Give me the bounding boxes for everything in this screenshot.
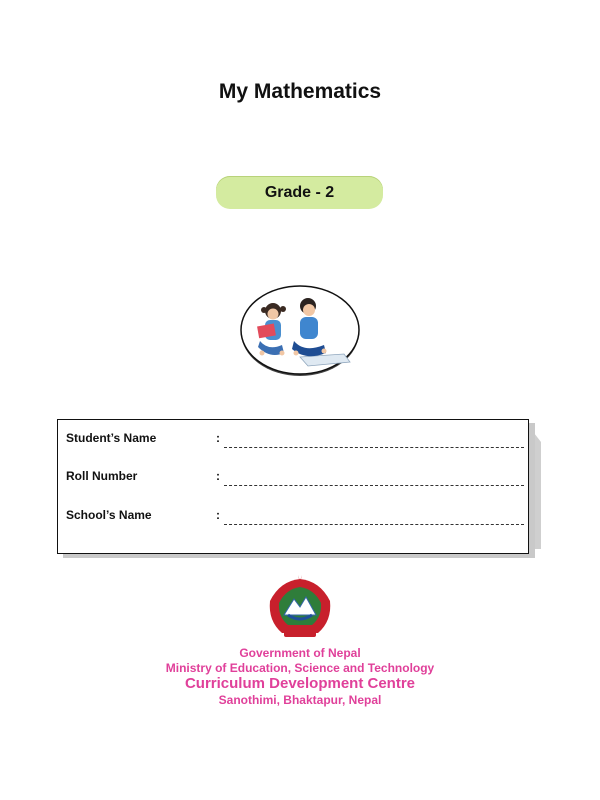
grade-label: Grade - 2 xyxy=(264,183,335,201)
school-name-label: School’s Name xyxy=(66,508,152,522)
roll-number-label: Roll Number xyxy=(66,469,138,483)
student-name-label: Student’s Name xyxy=(66,431,157,445)
school-name-colon: : xyxy=(216,508,220,522)
student-name-colon: : xyxy=(216,431,220,445)
children-reading-icon xyxy=(238,283,362,378)
form-row-roll-number xyxy=(66,469,524,491)
form-fold-decoration xyxy=(527,424,541,549)
publisher-address: Sanothimi, Bhaktapur, Nepal xyxy=(218,693,382,707)
student-name-field[interactable] xyxy=(224,447,524,448)
nepal-emblem-icon xyxy=(260,575,340,641)
publisher-government: Government of Nepal xyxy=(239,646,361,660)
form-row-school-name xyxy=(66,508,524,530)
publisher-cdc: Curriculum Development Centre xyxy=(184,675,416,692)
grade-badge xyxy=(216,176,383,209)
roll-number-colon: : xyxy=(216,469,220,483)
roll-number-field[interactable] xyxy=(224,485,524,486)
school-name-field[interactable] xyxy=(224,524,524,525)
student-info-form xyxy=(57,419,529,554)
book-title: My Mathematics xyxy=(218,80,382,103)
publisher-ministry: Ministry of Education, Science and Technology xyxy=(165,661,435,675)
form-row-student-name xyxy=(66,431,524,453)
